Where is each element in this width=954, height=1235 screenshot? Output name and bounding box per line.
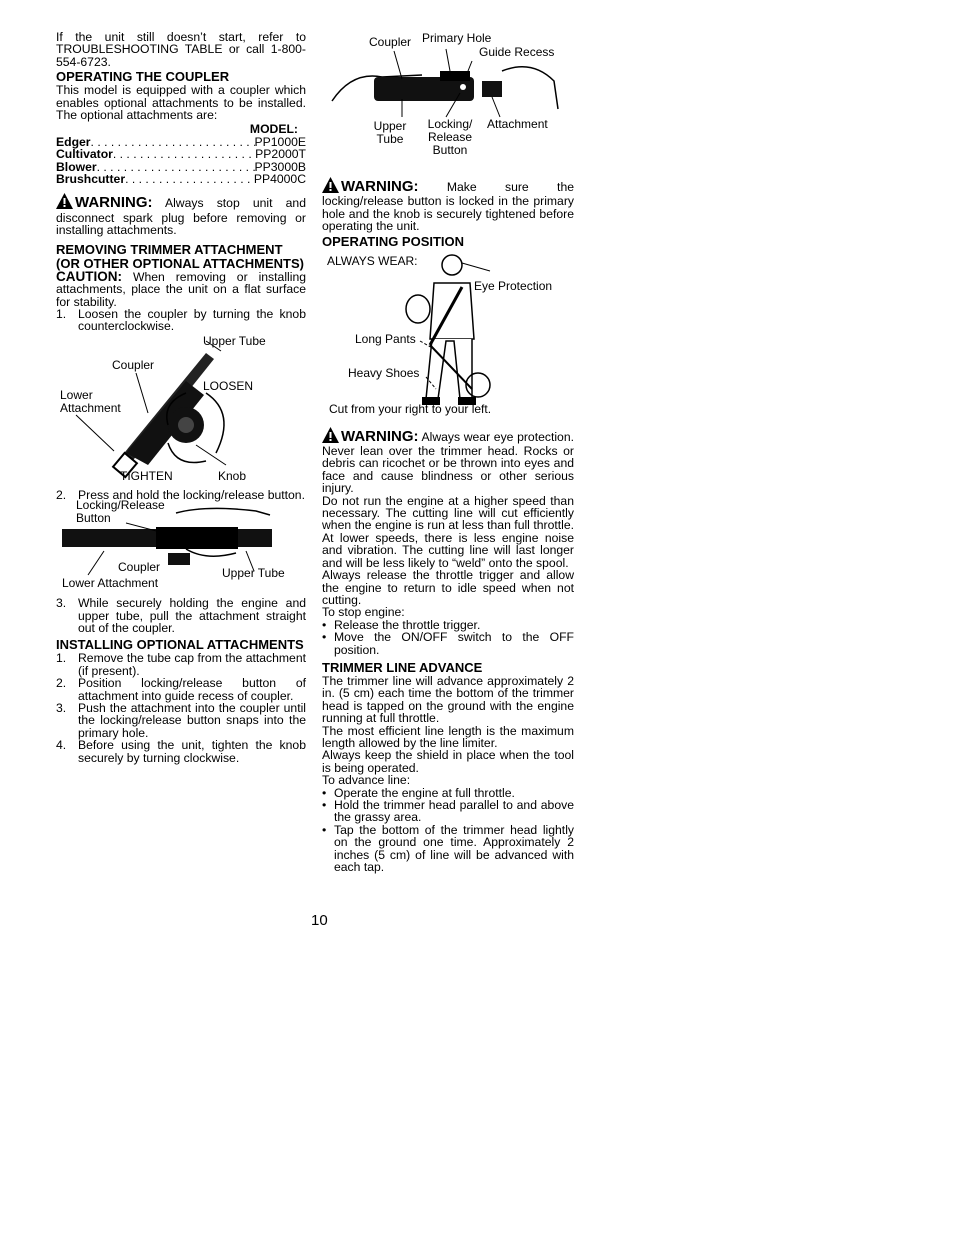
- fig2-upper-tube-label: Upper Tube: [222, 566, 285, 581]
- fig4-long-pants-label: Long Pants: [355, 331, 416, 346]
- position-heading: OPERATING POSITION: [322, 233, 465, 249]
- warning-stop-unit: WARNING: Always stop unit and disconnect spark plug before removing or installing attachments.: [56, 194, 306, 238]
- engine-speed-paragraph: Do not run the engine at a higher speed than necessary. The cutting line will cut efficiently when the engine is run at less than full throttle. At lower speeds, there is less engine noise and vibration. The cutting line will last longer and will be less likely to “weld” onto the spool.: [322, 493, 574, 570]
- model-row: Edger . . . PP1000E: [56, 136, 306, 148]
- install-step: 2. Position locking/release button of attachment into guide recess of coupler.: [56, 676, 306, 703]
- fig3-upper-tube-label: Upper Tube: [373, 119, 407, 146]
- throttle-release-paragraph: Always release the throttle trigger and allow the engine to return to idle speed when not cutting.: [322, 568, 574, 607]
- intro-text: If the unit still doesn’t start, refer to TROUBLESHOOTING TABLE or call 1-800-554-6723.: [56, 30, 306, 69]
- fig1-tighten-label: TIGHTEN: [120, 468, 173, 483]
- list-item: • Hold the trimmer head parallel to and above the grassy area.: [322, 798, 574, 825]
- right-column: [322, 31, 574, 873]
- installing-heading: INSTALLING OPTIONAL ATTACHMENTS: [56, 637, 304, 653]
- list-item: • Operate the engine at full throttle.: [322, 785, 515, 800]
- stop-engine-list: [322, 619, 574, 656]
- fig3-coupler-label: Coupler: [369, 35, 412, 49]
- model-header: MODEL:: [249, 122, 298, 137]
- fig4-heavy-shoes-label: Heavy Shoes: [348, 365, 420, 380]
- line-advance-heading: TRIMMER LINE ADVANCE: [322, 659, 483, 675]
- fig4-always-wear-label: ALWAYS WEAR:: [327, 253, 418, 268]
- fig3-guide-recess-label: Guide Recess: [479, 45, 555, 59]
- loosen-coupler-figure: [56, 333, 306, 489]
- line-advance-paragraph-2: The most efficient line length is the maximum length allowed by the line limiter.: [322, 723, 574, 750]
- model-row: Blower . . . PP3000B: [56, 161, 306, 173]
- coupler-text: This model is equipped with a coupler which enables optional attachments to be installed. The optional attachments are:: [56, 83, 306, 123]
- list-item: • Release the throttle trigger.: [322, 617, 481, 632]
- fig2-lower-attachment-label: Lower Attachment: [62, 576, 159, 591]
- coupler-parts-figure: [322, 31, 574, 161]
- fig1-loosen-label: LOOSEN: [203, 378, 254, 393]
- warning-triangle-icon: [322, 427, 339, 445]
- line-advance-paragraph-3: Always keep the shield in place when the tool is being operated.: [322, 748, 574, 775]
- fig3-locking-release-button-label: Locking/ Release Button: [427, 117, 473, 157]
- remove-step-1: 1. Loosen the coupler by turning the knob counterclockwise.: [56, 306, 306, 334]
- coupler-heading: OPERATING THE COUPLER: [56, 69, 230, 85]
- remove-step-2: 2. Press and hold the locking/release button.: [56, 487, 305, 502]
- line-advance-paragraph-1: The trimmer line will advance approximately 2 in. (5 cm) each time the bottom of the trimmer head is tapped on the ground with the engine running at full throttle.: [322, 673, 574, 726]
- fig1-lower-attachment-label: Lower Attachment: [60, 387, 121, 415]
- install-steps-list: [56, 652, 306, 764]
- page-number: 10: [311, 912, 328, 929]
- model-list: [56, 123, 306, 185]
- fig4-eye-protection-label: Eye Protection: [474, 278, 553, 293]
- install-step: 3. Push the attachment into the coupler until the locking/release button snaps into the primary hole.: [56, 700, 306, 740]
- removing-heading: REMOVING TRIMMER ATTACHMENT (OR OTHER OPTIONAL ATTACHMENTS): [56, 241, 304, 271]
- model-row: Brushcutter . . . PP4000C: [56, 173, 306, 185]
- fig4-caption: Cut from your right to your left.: [329, 401, 492, 416]
- left-column: [56, 31, 306, 764]
- remove-step-3: 3. While securely holding the engine and upper tube, pull the attachment straight out of the coupler.: [56, 596, 306, 635]
- warning-triangle-icon: [56, 193, 73, 211]
- list-item: • Tap the bottom of the trimmer head lightly on the ground one time. Approximately 2 inches (5 cm) of line will be advanced with each tap.: [322, 822, 574, 875]
- fig2-locking-release-button-label: Locking/Release Button: [76, 498, 165, 526]
- caution-text: CAUTION: When removing or installing attachments, place the unit on a flat surface for stability.: [56, 268, 306, 309]
- list-item: • Move the ON/OFF switch to the OFF position.: [322, 630, 574, 657]
- advance-line-intro: To advance line:: [322, 773, 411, 788]
- warning-locking-button: WARNING: Make sure the locking/release button is locked in the primary hole and the knob is securely tightened before operating the unit.: [322, 178, 575, 234]
- warning-triangle-icon: [322, 177, 339, 195]
- fig1-upper-tube-label: Upper Tube: [203, 333, 266, 348]
- fig1-knob-label: Knob: [218, 468, 247, 483]
- model-row: Cultivator . . . PP2000T: [56, 148, 306, 160]
- fig2-coupler-label: Coupler: [118, 560, 161, 575]
- stop-engine-intro: To stop engine:: [322, 605, 405, 620]
- install-step: 4. Before using the unit, tighten the knob securely by turning clockwise.: [56, 738, 306, 765]
- fig3-primary-hole-label: Primary Hole: [422, 31, 492, 45]
- fig3-attachment-label: Attachment: [487, 117, 548, 131]
- warning-eye-protection: WARNING: Always wear eye protection. Never lean over the trimmer head. Rocks or debris can ricochet or be thrown into eyes and face and cause blindness or other serious injury.: [322, 427, 574, 496]
- fig1-coupler-label: Coupler: [112, 357, 155, 372]
- press-button-figure: [56, 498, 306, 593]
- advance-line-list: [322, 787, 574, 874]
- install-step: 1. Remove the tube cap from the attachment (if present).: [56, 651, 306, 678]
- operating-position-figure: [322, 249, 574, 415]
